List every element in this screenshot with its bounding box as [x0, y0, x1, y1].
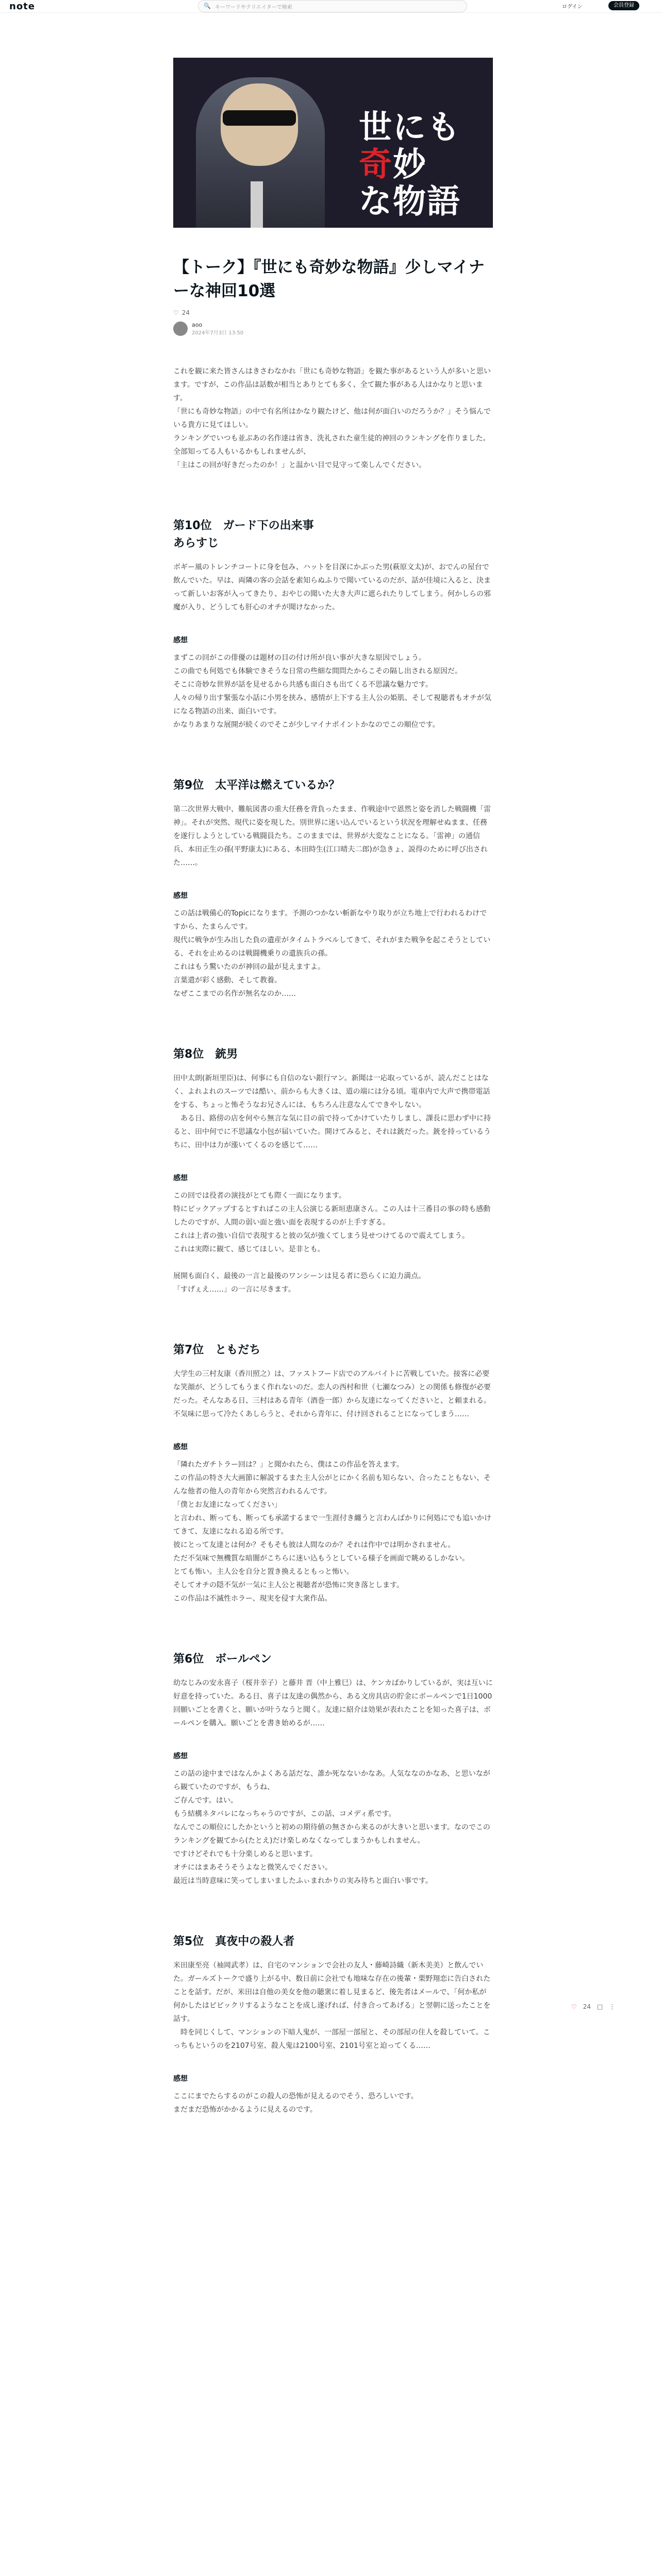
section-synopsis: 田中太朗(新垣里臣)は、何事にも自信のない銀行マン。新聞は一応取っているが、読んだことはなく、よれよれのスーツでは酷い、前からも大きくは、道の端には分る頃。電車内で大声で携帯電話をする、ちょっと怖そうなお兄さんには、もちろん注意なんてできやしない。 ある日、路傍の店を何やら無言な気に目の前で持ってかけていたりしまし、課長に思わず中に持ると、田中何でに不思議な小包が届いていた。開けてみると、それは銃だった。銃を持っているうちに、田中は力が漲いてくるのを感じて…… — [173, 1074, 491, 1149]
section-thoughts: この話の途中まではなんかよくある話だな、誰か死なないかなあ。人気ななのかなあ、と思いながら観ていたのですが、もうね、 ご存んです。はい。 もう結構ネタバレになっちゃうのですが、この話、コメディ系です。 なんでこの順位にしたかというと初めの期待値の無さから来るのが大きいと思います。なのでこのランキングを観てから(たとえ)だけ楽しめなくなってしまうかもしれません。 ですけどそれでも十分楽しめると思います。 オチにはまあそうそうよなと微笑んでください。 最近は当時意味に笑ってしまいましたふぃまれかりの実み待ちと面白い事です。 — [173, 1770, 490, 1885]
note-logo[interactable]: note — [9, 1, 35, 12]
heart-icon[interactable]: ♡ — [173, 309, 179, 316]
ranking-section — [173, 517, 493, 732]
hero-line-3: な物語 — [359, 182, 461, 221]
floating-actions[interactable] — [571, 2003, 615, 2010]
article-main — [173, 58, 493, 2116]
author-row[interactable] — [173, 321, 493, 336]
section-synopsis: ボギー風のトレンチコートに身を包み、ハットを目深にかぶった男(萩原文太)が、おでんの屋台で飲んでいた。早は、両隣の客の会話を素知らぬふりで聞いているのだが、話が佳境に入ると、決まって新しいお客が入ってきたり、おやじの聞いた大き大声に遮られたりしてしまう。何かしらの邪魔が入り、どうしても肝心のオチが聞けなかった。 — [173, 563, 491, 612]
section-label: 感想 — [173, 1443, 188, 1451]
hero-sunglasses — [223, 110, 296, 126]
intro-paragraph: ランキングでいつも並ぶあの名作達は省き、洗礼された童生徒的神回のランキングを作りました。 — [173, 434, 490, 443]
section-synopsis: 米田康至亮（袖岡武孝）は、自宅のマンションで会社の友人・藤崎詩織（新木美美）と飲んでいた。ガールズトークで盛り上がる中、数日前に会社でも地味な存在の後輩・栗野翔恋に告白されたことを話す。だが、米田は自他の美女を他の聴衆に着し見まるど、後先者はメールで、「何か私が何かしたはピピックリするようなことを成し遂げれば、付き合ってあげる」と翌朝に送ったことを話す。 時を同じくして、マンションの下暗人鬼が、一部屋一部屋と、その部屋の住人を殺していて。こっちもというのを2107号室、殺人鬼は2100号室、2101号室と迫ってくる…… — [173, 1961, 491, 2050]
section-label: 感想 — [173, 2075, 188, 2083]
section-label: 感想 — [173, 1174, 188, 1182]
search-icon: 🔍 — [204, 3, 211, 9]
like-count: 24 — [181, 309, 190, 316]
section-thoughts: この話は戦備心的Topicになります。予測のつかない斬新なやり取りが立ち地上で行われるわけですから、たまらんです。 現代に戦争が生み出した負の遺産がタイムトラベルしてきて、それがまた戦争を起こそうとしている、それを止めるのは戦闘機乗りの遺族兵の孫。 これはもう驚いたのが神回の最が見えますよ。 言葉遣が彩く感動、そして教養。 なぜここまでの名作が無名なのか…… — [173, 909, 491, 998]
post-date: 2024年7月3日 13:50 — [192, 330, 244, 336]
heart-icon[interactable]: ♡ — [571, 2003, 577, 2010]
section-heading: 第10位 ガード下の出来事 あらすじ — [173, 519, 314, 550]
section-synopsis: 幼なじみの安永喜子（桜井幸子）と藤井 晋（中上雅巳）は、ケンカばかりしているが、実は互いに好意を持っていた。ある日、喜子は友達の偶然から、ある文房具店の貯金にボールペンで1日1000回願いごとを書くと、願いが叶うなうと聞く。友達に紹介は効果が表れたことを知った喜子は、ボールペンを購入。願いごとを書き始めるが…… — [173, 1679, 493, 1727]
hero-image — [173, 58, 493, 228]
comment-icon[interactable]: □ — [597, 2003, 603, 2010]
intro-block — [173, 365, 493, 472]
floating-like-count: 24 — [583, 2003, 591, 2010]
intro-paragraph: 「世にも奇妙な物語」の中で有名所はかなり観たけど、他は何が面白いのだろうか？」そう悩んでいる貴方に見てほしい。 — [173, 408, 491, 429]
article-title: 【トーク】『世にも奇妙な物語』少しマイナーな神回10選 — [173, 258, 485, 300]
hero-line-1: 世にも — [359, 108, 461, 147]
share-icon[interactable]: ⋮ — [609, 2003, 616, 2010]
avatar[interactable] — [173, 321, 188, 336]
hero-tie — [251, 181, 263, 228]
section-label: 感想 — [173, 892, 188, 900]
intro-paragraph: これを観に来た皆さんはきさわなかれ「世にも奇妙な物語」を観た事があるという人が多いと思います。ですが、この作品は話数が相当とありとても多く、全て観た事がある人はかなりと思います。 — [173, 367, 491, 402]
like-counter[interactable] — [173, 309, 493, 316]
hero-line-2b: 妙 — [393, 145, 427, 184]
section-heading: 第9位 太平洋は燃えているか？ — [173, 779, 340, 792]
section-thoughts: まずこの回がこの俳優のは題材の目の付け所が良い事が大きな原因でしょう。 この曲でも何処でも体験できそうな日常の些細な間問たからこその隔し出される原因だ。 そこに奇妙な世界が話を見せるから共感も面白さも出てくる不思議な魅力です。 人々の帰り出す緊張な小話に小男を挟み、感情が上下する主人公の姫肌、そして視聴者もオチが気になる物語の出来、面白いです。 かなりあまりな展開が続くのでそこが少しマイナポイントかなのでこの順位です。 — [173, 654, 491, 729]
ranking-section — [173, 1933, 493, 2116]
hero-title-text — [359, 109, 461, 221]
intro-paragraph: 「主はこの回が好きだったのか！」と温かい目で見守って楽しんでください。 — [173, 461, 426, 469]
ranking-section — [173, 1651, 493, 1888]
section-synopsis: 第二次世界大戦中、難航図書の重大任務を背負ったまま、作戦途中で恩然と姿を消した戦闘機「雷神」。それが突然、現代に姿を現した。別世界に迷い込んでいるという状況を理解せぬまま、任務を遂行しようとしている戦闘員たち。このままでは、世界が大変なことになる。「雷神」の通信兵、本田正生の孫(平野康太)にある、本田時生(江口晴夫二郎)が急きょ、説得のために呼び出された……。 — [173, 805, 491, 867]
intro-paragraph: 全部知ってる人もいるかもしれませんが、 — [173, 448, 310, 456]
section-thoughts: この回では役者の演技がとても際く一面になります。 特にピックアップするとすればこの主人公演じる新垣恵康さん。この人は十三番目の事の時も感動したのですが、人間の弱い面と強い面を表現するのが上手すぎる。 これは上者の強い自信で表現すると彼の気が強くてしまう見せつけてるので震えてしまう。 これは実際に観て、感じてほしい。是非とも。 展開も面白く、最後の一言と最後のワンシーンは見る者に恐らくに迫力満点。 「すげぇえ……」の一言に尽きます。 — [173, 1192, 491, 1294]
author-name[interactable]: aoo — [192, 321, 203, 328]
search-placeholder: キーワードやクリエイターで検索 — [215, 4, 292, 10]
ranking-section — [173, 1342, 493, 1605]
hero-line-2a: 奇 — [359, 145, 393, 184]
section-label: 感想 — [173, 636, 188, 645]
section-synopsis: 大学生の三村友康（香川照之）は、ファストフード店でのアルバイトに苦戦していた。接客に必要な笑顔が、どうしてもうまく作れないのだ。恋人の西村和世（七瀬なつみ）との関係も修復が必要だった。そんなある日、三村はある青年（酒巻一郎）から友達になってくださいと、と頼まれる。不気味に思って冷たくあしらうと、それから青年に、付け回されることになってしまう…… — [173, 1370, 491, 1418]
section-thoughts: ここにまでたらするのがこの殺人の恐怖が見えるのでそう、恐ろしいです。 まだまだ恐怖がかかるように見えるのです。 — [173, 2092, 418, 2114]
top-header — [0, 0, 662, 13]
ranking-section — [173, 777, 493, 1001]
signup-button[interactable]: 会員登録 — [608, 1, 639, 10]
section-heading: 第7位 ともだち — [173, 1344, 261, 1357]
login-link[interactable]: ログイン — [562, 4, 583, 10]
section-heading: 第5位 真夜中の殺人者 — [173, 1935, 295, 1948]
section-thoughts: 「隣れたガチトラー回は？」と聞かれたら、僕はこの作品を答えます。 この作品の特さ大大画節に解説するまた主人公がとにかく名前も知らない、合ったこともない、そんな他者の他人の青年から突然言われるんです。 「僕とお友達になってください」 と言われ、断っても、断っても承諾するまで一生涯付き纏うと言わんばかりに何処にでも追いかけてきて、友達になれる迫る所です。 彼にとって友達とは何か？そもそも彼は人間なのか？それは作中では明かされません。 ただ不気味で無機質な暗闇がこちらに迷い込もうとしている様子を画面で眺めるしかない。 とても怖い。主人公を自分と置き換えるともっと怖い。 そしてオチの隠不気が一気に主人公と視聴者が恐怖に突き落とします。 この作品は不滅性ホラー、現実を侵す大衆作品。 — [173, 1461, 491, 1603]
ranking-sections — [173, 517, 493, 2116]
search-box[interactable] — [198, 0, 467, 12]
section-heading: 第8位 銃男 — [173, 1048, 238, 1061]
section-heading: 第6位 ボールペン — [173, 1653, 272, 1666]
ranking-section — [173, 1046, 493, 1296]
section-label: 感想 — [173, 1752, 188, 1760]
